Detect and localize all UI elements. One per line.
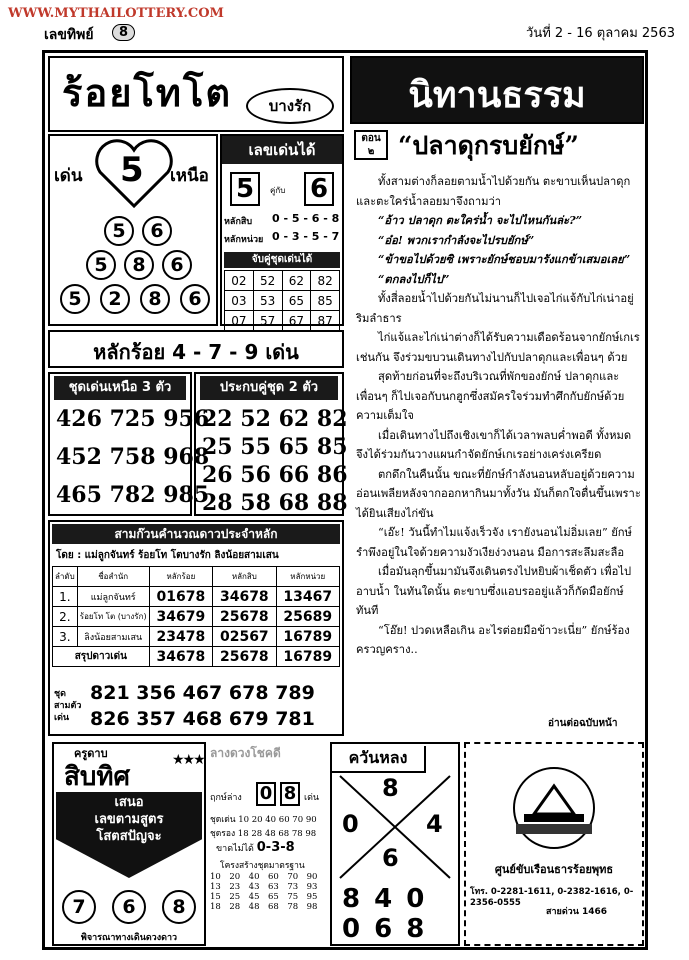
ball: 5 (60, 284, 90, 314)
ball: 8 (124, 250, 154, 280)
ball: 2 (100, 284, 130, 314)
middle-label1: ฤกษ์ล่าง (210, 793, 242, 803)
story-body (356, 172, 642, 660)
lead-mid: คู่กับ (270, 186, 286, 195)
ball: 6 (142, 216, 172, 246)
kwan-bottom: 6 (382, 844, 399, 872)
hundreds-text: หลักร้อย 4 - 7 - 9 เด่น (93, 340, 299, 364)
episode-badge: ตอน ๒ (354, 130, 388, 160)
ten-vals: 0 - 5 - 6 - 8 (272, 212, 340, 225)
middle-line2: ชุดรอง 18 28 48 68 78 98 (210, 829, 317, 839)
ball: 6 (180, 284, 210, 314)
ten-label: หลักสิบ (224, 217, 253, 227)
ball: 5 (86, 250, 116, 280)
ad-phones: โทร. 0-2281-1611, 0-2382-1616, 0-2356-0555 (470, 887, 634, 908)
heart-left: เด่น (54, 166, 83, 186)
heart-box (48, 134, 218, 326)
kwan-box (330, 742, 460, 946)
three-title: ชุดเด่นเหนือ 3 ตัว (54, 376, 186, 400)
brand-top: ครูดาบ (74, 747, 108, 760)
formula-foot: พิจารณาทางเดินดวงดาว (80, 933, 178, 943)
issue-number: 8 (112, 24, 135, 41)
story-paragraph: ทั้งสามต่างก็ลอยตามน้ำไปด้วยกัน ตะขาบเห็นปลาดุกและตะใคร่น้ำลอยมาจึงถามว่า (356, 175, 631, 208)
middle-top: ลางดวงโชคดี (210, 746, 281, 760)
heart-right: เหนือ (170, 166, 209, 186)
middle-line1: ชุดเด่น 10 20 40 60 70 90 (210, 815, 317, 825)
two-row-3: 26 56 66 86 (202, 462, 348, 488)
star-icon: ★★★ (172, 752, 204, 768)
column-title: นิทานธรรม (408, 75, 586, 116)
story-paragraph: เมื่อเดินทางไปถึงเชิงเขาก็ได้เวลาพลบค่ำพอดี ทั้งหมดจึงได้ร่วมกันวางแผนกำจัดยักษ์เกเรอย่างเคร่งเครียด (356, 428, 632, 461)
grid-title: จับคู่ชุดเด่นได้ (224, 252, 340, 268)
two-digit-box (194, 372, 348, 516)
unit-vals: 0 - 3 - 5 - 7 (272, 230, 340, 243)
two-row-4: 28 58 68 88 (202, 490, 348, 516)
ball: 6 (112, 890, 146, 924)
middle-a: 0 (256, 782, 276, 806)
story-paragraph: ตกดึกในคืนนั้น ขณะที่ยักษ์กำลังนอนหลับอยู่ด้วยความอ่อนเพลียหลังจากออกหากินมาทั้งวัน มันก็ตกใจตื่นขึ้นเพราะได้ยินเสียงไก่ขัน (356, 467, 641, 520)
kwan-title: ควันหลง (332, 746, 426, 773)
two-row-2: 25 55 65 85 (202, 434, 348, 460)
hundreds-box (48, 330, 344, 368)
set-row-1: 821 356 467 678 789 (90, 682, 315, 704)
ad-ext: สายด่วน 1466 (546, 907, 608, 917)
story-paragraph: “เอ๊ะ! วันนี้ทำไมแจ้งเร็วจัง เรายังนอนไม่อิ่มเลย” ยักษ์รำพึงอยู่ในใจด้วยความงัวเงียง่วงนอน มือการสะลึมสะลือ (356, 526, 632, 559)
two-row-1: 22 52 62 82 (202, 406, 348, 432)
three-row-3: 465 782 985 (56, 482, 210, 508)
ball: 7 (62, 890, 96, 924)
logo-sub: บางรัก (246, 88, 334, 124)
site-url: WWW.MYTHAILOTTERY.COM (8, 6, 224, 21)
middle-b: 8 (280, 782, 300, 806)
story-paragraph: “อ๋อ! พวกเรากำลังจะไปรบยักษ์” (378, 232, 535, 247)
ball: 6 (162, 250, 192, 280)
column-title-box (350, 56, 644, 124)
logo-title: ร้อยโทโต (62, 70, 233, 115)
story-paragraph: ไก่แจ้และไก่เน่าต่างก็ได้รับความเดือดร้อนจากยักษ์เกเรเช่นกัน จึงร่วมขบวนเดินทางไปกับปลาดุกและเพื่อนๆ ด้วย (356, 331, 640, 364)
kwan-row-2: 068 (342, 914, 439, 944)
kwan-left: 0 (342, 810, 359, 838)
ball: 8 (162, 890, 196, 924)
calc-title: สามก๊วนคำนวณดาวประจำหลัก (52, 524, 340, 544)
calc-by: โดย : แม่ลูกจันทร์ ร้อยโท โตบางรัก ลิงน้อยสามเสน (56, 550, 279, 561)
logo-box (48, 56, 344, 132)
brand: สิบทิศ (64, 762, 131, 792)
story-paragraph: “ตกลงไปก็ไป” (378, 271, 450, 286)
heart-number: 5 (120, 150, 144, 190)
ad-center: ศูนย์ขับเรือนธารร้อยพุทธ (494, 863, 614, 876)
pair-grid: 02 52 62 82 03 53 65 85 07 57 67 87 (224, 270, 340, 331)
story-paragraph: ทั้งสี่ลอยน้ำไปด้วยกันไม่นานก็ไปเจอไก่แจ้กับไก่เน่าอยู่ริมลำธาร (356, 292, 634, 325)
issue-label: เลขทิพย์ (44, 27, 94, 43)
three-digit-box (48, 372, 210, 516)
middle-grid: 10 20 40 60 70 90 13 23 43 63 73 93 15 25 45 65 75 95 18 28 48 68 78 98 (210, 872, 318, 912)
story-paragraph: “โอ๊ย! ปวดเหลือเกิน อะไรต่อยมือข้าวะเนี่ย” ยักษ์ร้องครวญคราง.. (356, 623, 630, 656)
story-paragraph: “ข้าขอไปด้วยซิ เพราะยักษ์ชอบมารังแกข้าเสมอเลย” (378, 252, 631, 266)
ad-box (464, 742, 644, 946)
set-label: ชุด สามตัว เด่น (54, 689, 82, 723)
middle-line4: โครงสร้างชุดมาตรฐาน (220, 861, 305, 871)
story-title: “ปลาดุกรบยักษ์” (398, 131, 579, 160)
middle-label2: เด่น (304, 793, 320, 803)
calc-table: ลำดับ ชื่อสำนัก หลักร้อย หลักสิบ หลักหน่วย 1. แม่ลูกจันทร์ 01678 34678 13467 2. ร้อยโท โต (บางรัก) 34679 25678 25689 3. ลิงน้อยสามเสน 23478 02567 16789 สรุปดาวเด่น 34678 25678 16789 (52, 566, 340, 667)
formula-box (52, 742, 206, 946)
middle-box (210, 744, 326, 944)
ball: 8 (140, 284, 170, 314)
story-paragraph: เมื่อมันลุกขึ้นมามันจึงเดินตรงไปหยิบผ้าเช็ดตัว เพื่อไปอาบน้ำ ในทันใดนั้น ตะขาบซึ่งแอบรออยู่แล้วก็กัดมือยักษ์ทันที (356, 565, 632, 617)
kwan-right: 4 (426, 810, 443, 838)
lead-a: 5 (230, 172, 260, 206)
kwan-top: 8 (382, 774, 399, 802)
kwan-row-1: 840 (342, 884, 439, 914)
lead-box (220, 134, 344, 326)
ball: 5 (104, 216, 134, 246)
calc-box (48, 520, 344, 736)
arrow-text: เสนอ เลขตามสูตร โสตสปัญจะ (94, 795, 164, 844)
issue-date: วันที่ 2 - 16 ตุลาคม 2563 (526, 26, 675, 41)
story-paragraph: “อ้าว ปลาดุก ตะใคร่น้ำ จะไปไหนกันล่ะ?” (378, 213, 583, 227)
temple-logo (506, 758, 602, 854)
lead-b: 6 (304, 172, 334, 206)
two-title: ประกบคู่ชุด 2 ตัว (200, 376, 338, 400)
continued: อ่านต่อฉบับหน้า (548, 718, 618, 729)
unit-label: หลักหน่วย (224, 235, 264, 245)
set-row-2: 826 357 468 679 781 (90, 708, 315, 730)
middle-line3: ขาดไม่ได้ 0-3-8 (216, 840, 295, 855)
three-row-2: 452 758 968 (56, 444, 210, 470)
lead-title: เลขเด่นได้ (222, 136, 342, 164)
story-paragraph: สุดท้ายก่อนที่จะถึงบริเวณที่พักของยักษ์ ปลาดุกและเพื่อนๆ ก็ไปเจอกับนกฮูกซึ่งสมัครใจร่วมทำศึกกับยักษ์ด้วยความเต็มใจ (356, 370, 625, 422)
three-row-1: 426 725 956 (56, 406, 210, 432)
